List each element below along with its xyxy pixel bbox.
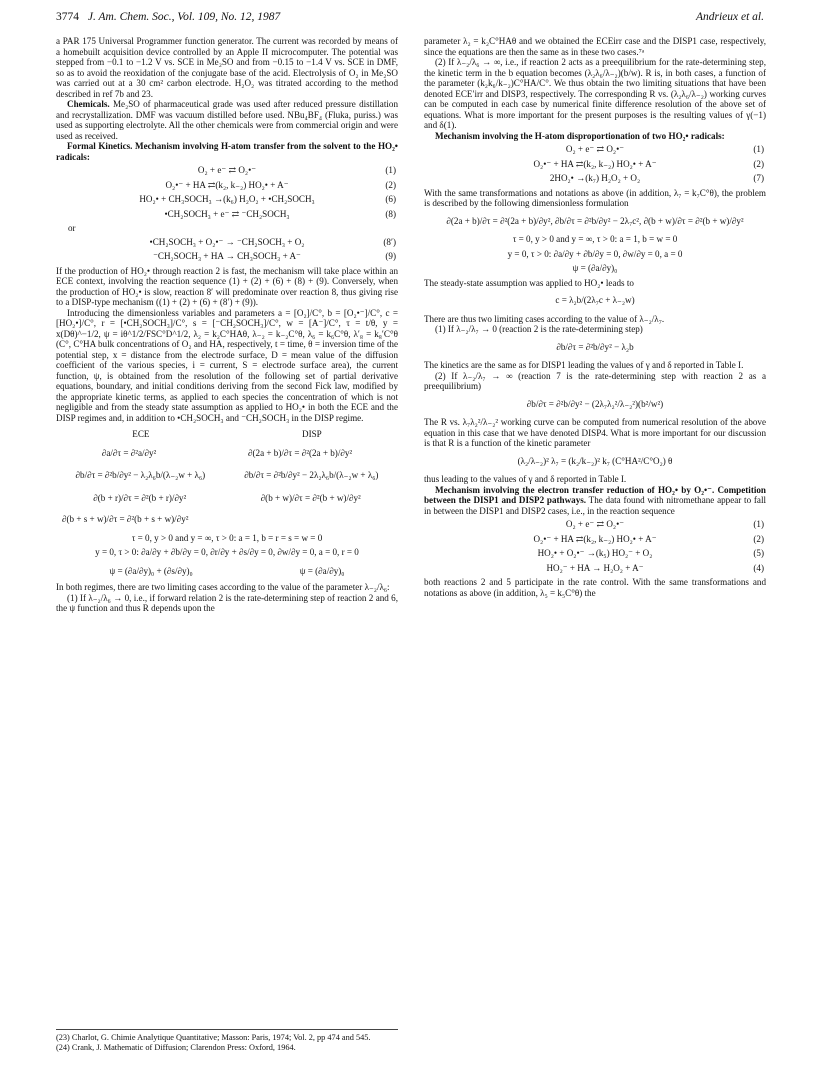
case-1-paragraph: (1) If λ₋₂/λ₆ → 0, i.e., if forward relation 2 is the rate-determining step of reaction 2 and 6, the ψ function and thus R depends upon the bbox=[56, 592, 398, 613]
left-column bbox=[56, 36, 398, 1054]
ece-eq-b: ∂b/∂τ = ∂²b/∂y² − λ₂λ₆b/(λ₋₂w + λ₆) bbox=[75, 470, 206, 480]
ece-irr-paragraph: parameter λ₂ = k₂C°HAθ and we obtained the ECEirr case and the DISP1 case, respectively, since the equations are then the same as in these two cases.⁷ᵃ bbox=[424, 36, 766, 57]
equation-1-b: O₂ + e⁻ ⇄ O₂•⁻ (1) bbox=[565, 519, 764, 529]
case-1-equation: ∂b/∂τ = ∂²b/∂y² − λ₂b bbox=[556, 341, 634, 352]
header-authors: Andrieux et al. bbox=[695, 11, 764, 23]
steady-state-paragraph: The steady-state assumption was applied to HO₂• leads to bbox=[424, 277, 634, 288]
mechanism-paragraph: If the production of HO₂• through reaction 2 is fast, the mechanism will take place within an ECE context, involving the reaction sequence (1) + (2) + (6) + (8) + (9). Conversely, when the production of HO₂• is slow, reaction 8′ will predominate over reaction 8, thus giving rise to a DISP-type mechanism ((1) + (2) + (6) + (8′) + (9)). bbox=[56, 265, 398, 307]
disp-eq-b: ∂b/∂τ = ∂²b/∂y² − 2λ₂λ₆b/(λ₋₂w + λ₆) bbox=[244, 470, 379, 480]
formal-kinetics-heading: Formal Kinetics. Mechanism involving H-atom transfer from the solvent to the HO₂• radicals: bbox=[56, 141, 398, 162]
ece-eq-bsw: ∂(b + s + w)/∂τ = ∂²(b + s + w)/∂y² bbox=[62, 514, 189, 524]
c-equation: c = λ₂b/(2λ₇c + λ₋₂w) bbox=[555, 295, 635, 305]
equation-1-r: O₂ + e⁻ ⇄ O₂•⁻ (1) bbox=[565, 144, 764, 154]
footnote-23: (23) Charlot, G. Chimie Analytique Quantitative; Masson: Paris, 1974; Vol. 2, pp 474 and 545. bbox=[56, 1032, 371, 1042]
page-number: 3774 bbox=[56, 11, 79, 23]
limiting-cases-paragraph: In both regimes, there are two limiting cases according to the value of the parameter λ₋₂/λ₆: bbox=[56, 582, 390, 592]
header-left bbox=[56, 11, 280, 23]
case-2-r-paragraph: (2) If λ₋₂/λ₇ → ∞ (reaction 7 is the rate-determining step with reaction 2 as a preequilibrium) bbox=[424, 370, 766, 391]
disp-eq-bw: ∂(b + w)/∂τ = ∂²(b + w)/∂y² bbox=[260, 492, 361, 503]
case-1-r-paragraph: (1) If λ₋₂/λ₇ → 0 (reaction 2 is the rate-determining step) bbox=[435, 324, 643, 334]
chemicals-text: Me₂SO of pharmaceutical grade was used after reduced pressure distillation and recrystallization. DMF was vacuum distilled before used. NBu₄BF₄ (Fluka, puriss.) was used as supporting electrolyte. All the other chemicals were from commercial origin and were used as received. bbox=[56, 99, 398, 141]
variables-paragraph: Introducing the dimensionless variables and parameters a = [O₂]/C°, b = [O₂•⁻]/C°, c = [HO₂•]/C°, r = [•CH₂SOCH₃]/C°, s = [⁻CH₂SOCH₃]/C°, w = [A⁻]/C°, τ = t/θ, y = x(Dθ)^−1/2, ψ = iθ^1/2/FSC°D^1/2, λ₂ = k₂C°HAθ, λ₋₂ = k₋₂C°θ, λ₆ = k₆C°θ, λ′₈ = k₈′C°θ (C°, C°HA bulk concentrations of O₂ and HA, respectively, t = time, θ = inversion time of the potential step, x = distance from the electrode surface, D = mean value of the diffusion coefficient of the various species, i = current, S = electrode surface area), the current function, ψ, is obtained from the resolution of the following set of partial derivative equations, boundary, and initial conditions deriving from the second Fick law, modified by the appropriate kinetic terms, as applied to each species the concentration of which is not negligible and from the steady state assumption as applied to HO₂• in both the ECE and the DISP regimes and, in addition to •CH₂SOCH₃ and ⁻CH₂SOCH₃ in the DISP regime. bbox=[56, 307, 398, 423]
chemicals-paragraph bbox=[56, 99, 398, 141]
disp-pde-set: ∂(2a + b)/∂τ = ∂²(2a + b)/∂y², ∂b/∂τ = ∂²b/∂y² − 2λ₇c², ∂(b + w)/∂τ = ∂²(b + w)/∂y² bbox=[446, 215, 744, 226]
disp-label: DISP bbox=[302, 429, 322, 439]
equation-7: 2HO₂• →(k₇) H₂O₂ + O₂ (7) bbox=[549, 173, 764, 183]
footnotes bbox=[56, 1029, 398, 1054]
boundary-conditions: y = 0, τ > 0: ∂a/∂y + ∂b/∂y = 0, ∂r/∂y + ∂s/∂y = 0, ∂w/∂y = 0, a = 0, r = 0 bbox=[95, 547, 359, 557]
closing-paragraph: both reactions 2 and 5 participate in the rate control. With the same transformations and notations as above (in addition, λ₅ = k₅C°θ) the bbox=[424, 577, 766, 598]
kinetic-parameter: (λ₂/λ₋₂)² λ₇ = (k₂/k₋₂)² k₇ (C°HA²/C°O₂) θ bbox=[517, 455, 673, 466]
disp4-paragraph: The R vs. λ₇λ₂²/λ₋₂² working curve can be computed from numerical resolution of the above equation in this case that we have denoted DISP4. What is more important for our discussion is that R is a function of the kinetic parameter bbox=[424, 417, 766, 448]
equation-2-r: O₂•⁻ + HA ⇄(k₂, k₋₂) HO₂• + A⁻ (2) bbox=[533, 158, 764, 169]
equation-6: HO₂• + CH₃SOCH₃ →(k₆) H₂O₂ + •CH₂SOCH₃ (6) bbox=[139, 194, 396, 204]
ece-eq-br: ∂(b + r)/∂τ = ∂²(b + r)/∂y² bbox=[93, 492, 187, 503]
regime-labels bbox=[56, 429, 398, 440]
pde-row-a bbox=[56, 444, 398, 463]
equation-2: O₂•⁻ + HA ⇄(k₂, k₋₂) HO₂• + A⁻ (2) bbox=[165, 179, 396, 190]
electron-transfer-heading: Mechanism involving the electron transfer reduction of HO₂• by O₂•⁻. Competition between the DISP1 and DISP2 pathways. bbox=[424, 484, 766, 505]
competition-text: The data found with nitromethane appear to fall in between the DISP1 and DISP2 cases, i.e., in the reaction sequence bbox=[424, 495, 766, 516]
equation-2-b: O₂•⁻ + HA ⇄(k₂, k₋₂) HO₂• + A⁻ (2) bbox=[533, 533, 764, 544]
initial-conditions-r: τ = 0, y > 0 and y = ∞, τ > 0: a = 1, b = w = 0 bbox=[512, 234, 678, 244]
footnote-24: (24) Crank, J. Mathematic of Diffusion; Clarendon Press: Oxford, 1964. bbox=[56, 1043, 296, 1053]
chemicals-heading: Chemicals. bbox=[67, 99, 110, 109]
psi-r: ψ = (∂a/∂y)₀ bbox=[572, 263, 618, 273]
journal-citation: J. Am. Chem. Soc., Vol. 109, No. 12, 1987 bbox=[87, 11, 281, 23]
disp-eq-a: ∂(2a + b)/∂τ = ∂²(2a + b)/∂y² bbox=[248, 447, 353, 458]
h-atom-disproportionation-heading: Mechanism involving the H-atom disproportionation of two HO₂• radicals: bbox=[435, 130, 725, 141]
equation-1: O₂ + e⁻ ⇄ O₂•⁻ (1) bbox=[197, 165, 396, 175]
equation-8-prime: •CH₂SOCH₃ + O₂•⁻ → ⁻CH₂SOCH₃ + O₂ (8′) bbox=[149, 236, 396, 247]
preequilibrium-paragraph: (2) If λ₋₂/λ₆ → ∞, i.e., if reaction 2 acts as a preequilibrium for the rate-determining step, the kinetic term in the b equation becomes (λ₂λ₆/λ₋₂)(b/w). R is, in both cases, a function of the parameter (k₂k₆/k₋₂)C°HA/C°. We thus obtain the two limiting situations that have been denoted ECE′irr and DISP3, respectively. The corresponding R vs. (λ₂λ₆/λ₋₂) working curves can be computed in each case by numerical finite difference resolution of the above set of equations. What is more important for the present purposes is the resulting values of γ(−1) and δ(1). bbox=[424, 57, 766, 130]
disp1-kinetics-paragraph: The kinetics are the same as for DISP1 leading the values of γ and δ reported in Table I. bbox=[424, 360, 744, 370]
case-2-equation: ∂b/∂τ = ∂²b/∂y² − (2λ₇λ₂²/λ₋₂²)(b²/w²) bbox=[526, 398, 664, 409]
ece-label: ECE bbox=[132, 429, 150, 439]
ece-eq-a: ∂a/∂τ = ∂²a/∂y² bbox=[101, 447, 157, 458]
running-header bbox=[56, 11, 764, 27]
psi-disp: ψ = (∂a/∂y)₀ bbox=[299, 565, 345, 576]
equation-8: •CH₂SOCH₃ + e⁻ ⇄ ⁻CH₂SOCH₃ (8) bbox=[164, 208, 396, 219]
right-column bbox=[424, 36, 766, 1054]
current-function-row bbox=[56, 562, 398, 581]
pde-row-b bbox=[56, 466, 398, 485]
competition-paragraph bbox=[424, 485, 766, 517]
or-label: or bbox=[68, 223, 76, 233]
two-cases-paragraph: There are thus two limiting cases according to the value of λ₋₂/λ₇. bbox=[424, 313, 665, 324]
equation-5: HO₂• + O₂•⁻ →(k₅) HO₂⁻ + O₂ (5) bbox=[537, 548, 764, 558]
table-reference-paragraph: thus leading to the values of γ and δ reported in Table I. bbox=[424, 474, 627, 484]
pde-row-c bbox=[56, 489, 398, 508]
psi-ece: ψ = (∂a/∂y)₀ + (∂s/∂y)₀ bbox=[109, 565, 193, 576]
equation-9: ⁻CH₂SOCH₃ + HA → CH₃SOCH₃ + A⁻ (9) bbox=[153, 251, 396, 261]
experimental-paragraph: a PAR 175 Universal Programmer function generator. The current was recorded by means of a homebuilt acquisition device controlled by an Apple II microcomputer. The potential was stepped from −0.1 to −1.2 V vs. SCE in Me₂SO and from −0.15 to −1.4 V vs. SCE in DMF, so as to avoid the reoxidation of the conjugate base of the acid. Electrolysis of O₂ in Me₂SO was carried out at a 30 cm² carbon electrode. H₂O₂ was titrated according to the method described in ref 7b and 23. bbox=[56, 36, 398, 99]
boundary-conditions-r: y = 0, τ > 0: ∂a/∂y + ∂b/∂y = 0, ∂w/∂y = 0, a = 0 bbox=[507, 248, 683, 259]
initial-conditions: τ = 0, y > 0 and y = ∞, τ > 0: a = 1, b = r = s = w = 0 bbox=[131, 532, 323, 543]
equation-4: HO₂⁻ + HA → H₂O₂ + A⁻ (4) bbox=[546, 562, 764, 573]
dimensionless-paragraph: With the same transformations and notations as above (in addition, λ₇ = k₇C°θ), the problem is described by the following dimensionless formulation bbox=[424, 187, 766, 208]
